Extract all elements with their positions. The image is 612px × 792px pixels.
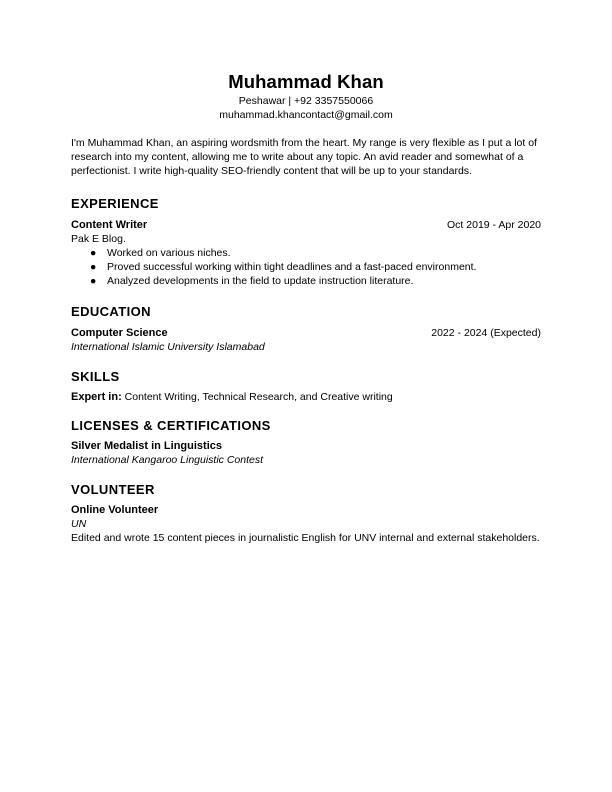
experience-entry-row bbox=[71, 218, 541, 232]
summary-paragraph: I'm Muhammad Khan, an aspiring wordsmith from the heart. My range is very flexible as I put a lot of research into my content, allowing me to write about any topic. An avid reader and somewhat of a perfectionist. I write high-quality SEO-friendly content that will be up to your standards. bbox=[71, 137, 537, 177]
degree-title: Computer Science bbox=[71, 327, 168, 339]
education-heading: EDUCATION bbox=[71, 304, 151, 319]
resume-header bbox=[0, 70, 612, 122]
skills-label: Expert in: bbox=[71, 391, 122, 403]
bullet-text: Worked on various niches. bbox=[107, 247, 231, 259]
volunteer-title: Online Volunteer bbox=[71, 504, 159, 516]
resume-body bbox=[71, 136, 541, 545]
experience-heading: EXPERIENCE bbox=[71, 196, 159, 211]
certification-issuer: International Kangaroo Linguistic Contest bbox=[71, 454, 264, 466]
bullet-text: Proved successful working within tight deadlines and a fast-paced environment. bbox=[107, 261, 477, 273]
applicant-name: Muhammad Khan bbox=[228, 71, 384, 92]
skills-value: Content Writing, Technical Research, and Creative writing bbox=[121, 391, 393, 403]
experience-bullets bbox=[71, 246, 541, 288]
licenses-heading: LICENSES & CERTIFICATIONS bbox=[71, 418, 271, 433]
list-item bbox=[71, 246, 541, 260]
company-name: Pak E Blog. bbox=[71, 233, 126, 245]
email-address: muhammad.khancontact@gmail.com bbox=[219, 109, 393, 121]
school-name: International Islamic University Islamabad bbox=[71, 341, 265, 353]
job-title: Content Writer bbox=[71, 219, 148, 231]
location-phone: Peshawar | +92 3357550066 bbox=[238, 95, 374, 107]
bullet-text: Analyzed developments in the field to update instruction literature. bbox=[107, 275, 414, 287]
bullet-icon: ● bbox=[90, 247, 97, 259]
skills-line bbox=[71, 390, 541, 404]
volunteer-org: UN bbox=[71, 518, 87, 530]
certification-title: Silver Medalist in Linguistics bbox=[71, 440, 222, 452]
skills-heading: SKILLS bbox=[71, 369, 120, 384]
education-entry-row bbox=[71, 326, 541, 340]
list-item bbox=[71, 274, 541, 288]
volunteer-description: Edited and wrote 15 content pieces in journalistic English for UNV internal and external stakeholders. bbox=[71, 532, 540, 544]
volunteer-heading: VOLUNTEER bbox=[71, 482, 155, 497]
bullet-icon: ● bbox=[90, 261, 97, 273]
bullet-icon: ● bbox=[90, 275, 97, 287]
job-dates: Oct 2019 - Apr 2020 bbox=[447, 219, 541, 231]
list-item bbox=[71, 260, 541, 274]
education-dates: 2022 - 2024 (Expected) bbox=[431, 327, 541, 339]
